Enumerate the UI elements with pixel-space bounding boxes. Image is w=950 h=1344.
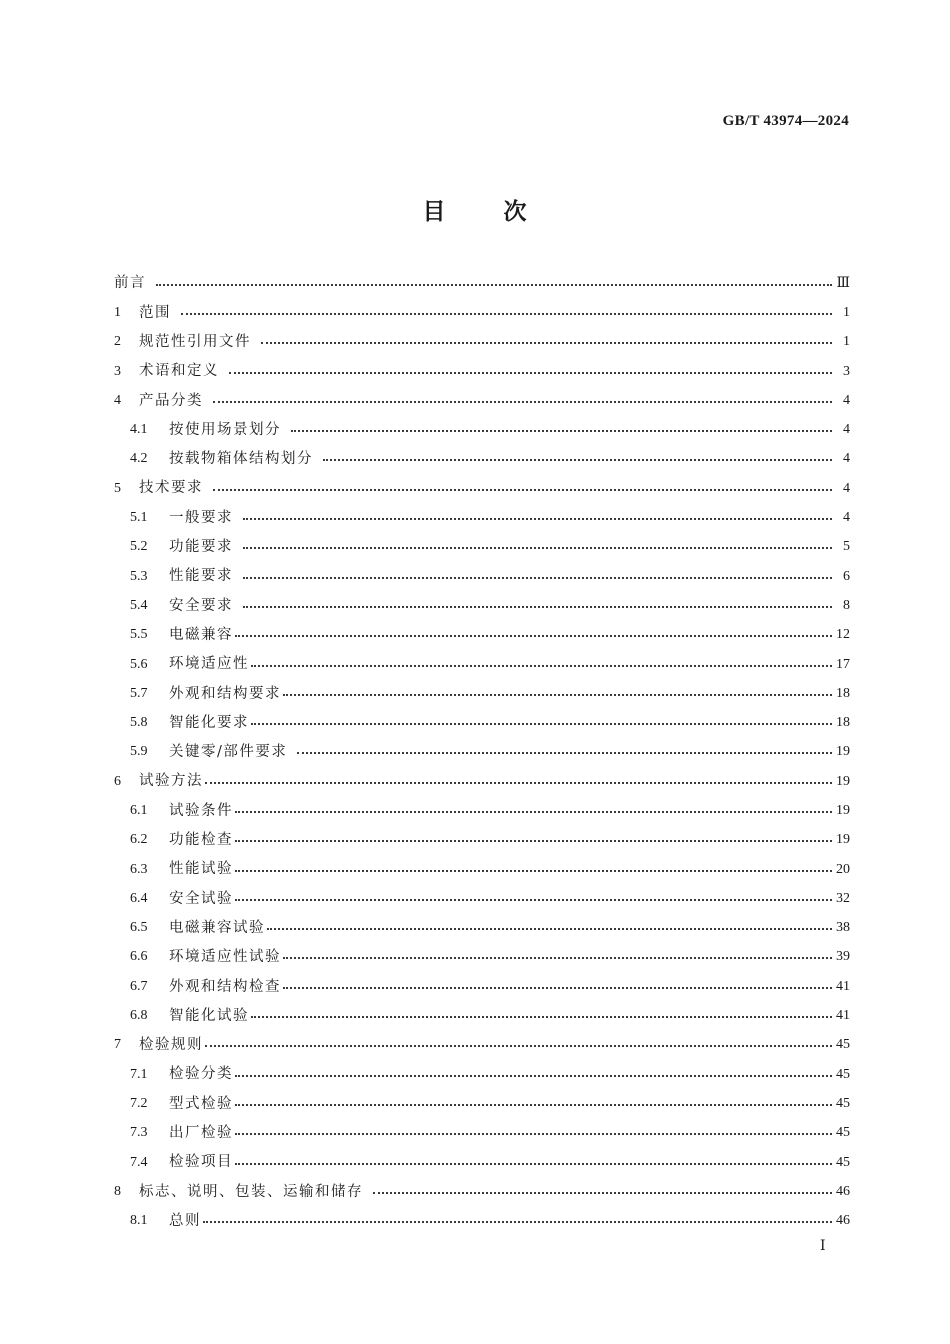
toc-dot-leader [235,1133,832,1135]
toc-entry-title: 环境适应性试验 [169,949,281,966]
toc-entry-title: 总则 [169,1212,201,1229]
toc-entry-title: 检验项目 [169,1154,233,1171]
toc-entry[interactable] [114,328,850,357]
toc-dot-leader [261,342,832,344]
toc-entry-page: 8 [843,597,850,613]
toc-entry[interactable] [114,767,850,796]
page-number: Ⅰ [820,1239,826,1254]
toc-entry-title: 规范性引用文件 [139,333,251,350]
toc-entry-page: 45 [836,1037,850,1053]
toc-entry-number: 7.2 [130,1095,148,1111]
toc-entry-number: 8 [114,1183,121,1199]
toc-entry-page: 3 [843,363,850,379]
toc-entry[interactable] [114,591,850,620]
toc-entry[interactable] [114,708,850,737]
toc-entry-page: 18 [836,685,850,701]
toc-entry-page: 32 [836,890,850,906]
toc-entry-page: 19 [836,773,850,789]
toc-entry-number: 6.4 [130,890,148,906]
toc-entry-title: 功能要求 [169,539,233,556]
toc-entry[interactable] [114,1089,850,1118]
toc-entry-page: 46 [836,1213,850,1229]
toc-dot-leader [235,1163,832,1165]
toc-entry-number: 5.5 [130,627,148,643]
toc-dot-leader [213,489,832,491]
toc-entry-page: 45 [836,1125,850,1141]
toc-entry-title: 环境适应性 [169,656,249,673]
toc-entry[interactable] [114,621,850,650]
toc-entry-title: 范围 [139,304,171,321]
toc-dot-leader [251,723,832,725]
toc-entry[interactable] [114,972,850,1001]
toc-dot-leader [229,372,832,374]
toc-entry[interactable] [114,855,850,884]
toc-entry-title: 技术要求 [139,480,203,497]
toc-entry-number: 6 [114,773,121,789]
toc-entry[interactable] [114,1001,850,1030]
toc-entry[interactable] [114,1060,850,1089]
toc-dot-leader [203,1221,832,1223]
toc-entry[interactable] [114,298,850,327]
toc-dot-leader [243,518,832,520]
toc-entry-page: 12 [836,627,850,643]
toc-entry-title: 电磁兼容试验 [169,919,265,936]
toc-entry-number: 4.2 [130,451,148,467]
toc-dot-leader [297,752,832,754]
toc-entry[interactable] [114,269,850,298]
toc-entry-page: 45 [836,1095,850,1111]
toc-entry-number: 5.2 [130,539,148,555]
toc-entry[interactable] [114,357,850,386]
toc-entry-number: 1 [114,304,121,320]
toc-dot-leader [205,1045,832,1047]
toc-entry-number: 3 [114,363,121,379]
toc-entry-title: 产品分类 [139,392,203,409]
toc-entry-title: 关键零/部件要求 [169,744,288,761]
toc-dot-leader [235,899,832,901]
toc-dot-leader [213,401,832,403]
toc-entry-page: 4 [843,480,850,496]
toc-entry[interactable] [114,1148,850,1177]
toc-dot-leader [235,635,832,637]
toc-dot-leader [181,313,832,315]
toc-dot-leader [205,782,832,784]
toc-dot-leader [291,430,832,432]
toc-entry-title: 试验方法 [139,773,203,790]
toc-entry[interactable] [114,503,850,532]
toc-entry[interactable] [114,386,850,415]
toc-entry-title: 安全试验 [169,890,233,907]
toc-dot-leader [235,811,832,813]
toc-dot-leader [243,547,832,549]
toc-entry[interactable] [114,884,850,913]
toc-entry-number: 2 [114,334,121,350]
toc-entry-number: 6.7 [130,978,148,994]
toc-entry-number: 4 [114,392,121,408]
toc-dot-leader [267,928,832,930]
toc-entry[interactable] [114,1207,850,1236]
toc-entry-page: 4 [843,422,850,438]
toc-entry-title: 检验分类 [169,1066,233,1083]
toc-entry[interactable] [114,562,850,591]
toc-entry-page: 18 [836,715,850,731]
toc-entry-title: 功能检查 [169,832,233,849]
toc-entry-title: 标志、说明、包装、运输和储存 [139,1183,363,1200]
toc-entry-page: Ⅲ [836,275,850,291]
toc-entry-number: 5.3 [130,568,148,584]
toc-entry-title: 检验规则 [139,1037,203,1054]
toc-entry-page: 20 [836,861,850,877]
toc-dot-leader [235,870,832,872]
toc-entry[interactable] [114,474,850,503]
toc-entry-number: 6.1 [130,802,148,818]
toc-dot-leader [373,1192,832,1194]
toc-entry-page: 6 [843,568,850,584]
toc-dot-leader [243,606,832,608]
toc-dot-leader [235,840,832,842]
toc-entry-title: 智能化试验 [169,1007,249,1024]
toc-entry-number: 6.3 [130,861,148,877]
toc-entry[interactable] [114,826,850,855]
toc-dot-leader [156,284,832,286]
toc-entry-title: 一般要求 [169,509,233,526]
toc-entry-page: 19 [836,832,850,848]
toc-entry-number: 7.4 [130,1154,148,1170]
toc-entry-number: 6.8 [130,1008,148,1024]
toc-entry[interactable] [114,415,850,444]
toc-entry-page: 46 [836,1183,850,1199]
toc-entry-title: 安全要求 [169,597,233,614]
page-title: 目 次 [422,199,528,225]
toc-entry-title: 智能化要求 [169,714,249,731]
toc-entry-page: 4 [843,510,850,526]
toc-dot-leader [283,957,832,959]
toc-entry-number: 8.1 [130,1213,148,1229]
toc-entry-page: 45 [836,1154,850,1170]
toc-entry-title: 前言 [114,275,146,292]
toc-entry-title: 按使用场景划分 [169,421,281,438]
toc-entry-number: 5.7 [130,685,148,701]
toc-entry-number: 5.9 [130,744,148,760]
toc-dot-leader [283,987,832,989]
toc-entry-page: 4 [843,392,850,408]
toc-entry-number: 5.1 [130,510,148,526]
toc-entry-page: 4 [843,451,850,467]
toc-entry-title: 性能要求 [169,568,233,585]
toc-dot-leader [235,1104,832,1106]
toc-entry[interactable] [114,1031,850,1060]
toc-entry-number: 7.3 [130,1125,148,1141]
toc-entry[interactable] [114,650,850,679]
toc-entry-page: 41 [836,1008,850,1024]
table-of-contents [114,269,850,1236]
toc-entry-page: 5 [843,539,850,555]
toc-entry-page: 45 [836,1066,850,1082]
toc-entry[interactable] [114,445,850,474]
toc-entry-title: 术语和定义 [139,363,219,380]
toc-entry-number: 7 [114,1037,121,1053]
toc-entry[interactable] [114,943,850,972]
toc-entry-number: 7.1 [130,1066,148,1082]
toc-entry-title: 电磁兼容 [169,626,233,643]
standard-code: GB/T 43974—2024 [722,113,849,129]
toc-dot-leader [235,1075,832,1077]
toc-entry-number: 6.2 [130,832,148,848]
toc-entry-number: 5 [114,480,121,496]
toc-entry-page: 17 [836,656,850,672]
toc-entry[interactable] [114,1119,850,1148]
toc-entry-page: 19 [836,744,850,760]
toc-entry-page: 1 [843,304,850,320]
toc-dot-leader [283,694,832,696]
toc-entry-title: 外观和结构检查 [169,978,281,995]
toc-dot-leader [251,1016,832,1018]
toc-dot-leader [243,577,832,579]
toc-entry[interactable] [114,796,850,825]
toc-entry-title: 外观和结构要求 [169,685,281,702]
toc-entry-page: 1 [843,334,850,350]
toc-entry-page: 19 [836,802,850,818]
toc-entry-title: 试验条件 [169,802,233,819]
toc-entry-number: 6.5 [130,920,148,936]
toc-entry-number: 5.8 [130,715,148,731]
toc-entry-title: 按载物箱体结构划分 [169,451,313,468]
toc-entry[interactable] [114,533,850,562]
toc-entry[interactable] [114,1177,850,1206]
toc-dot-leader [323,459,832,461]
toc-entry[interactable] [114,738,850,767]
toc-entry-page: 38 [836,920,850,936]
toc-entry-page: 41 [836,978,850,994]
toc-entry-title: 型式检验 [169,1095,233,1112]
toc-entry-number: 5.4 [130,597,148,613]
toc-entry-number: 6.6 [130,949,148,965]
toc-entry-title: 出厂检验 [169,1125,233,1141]
toc-entry-title: 性能试验 [169,861,233,878]
toc-entry-page: 39 [836,949,850,965]
toc-entry[interactable] [114,914,850,943]
toc-entry[interactable] [114,679,850,708]
toc-entry-number: 5.6 [130,656,148,672]
toc-entry-number: 4.1 [130,422,148,438]
toc-dot-leader [251,665,832,667]
